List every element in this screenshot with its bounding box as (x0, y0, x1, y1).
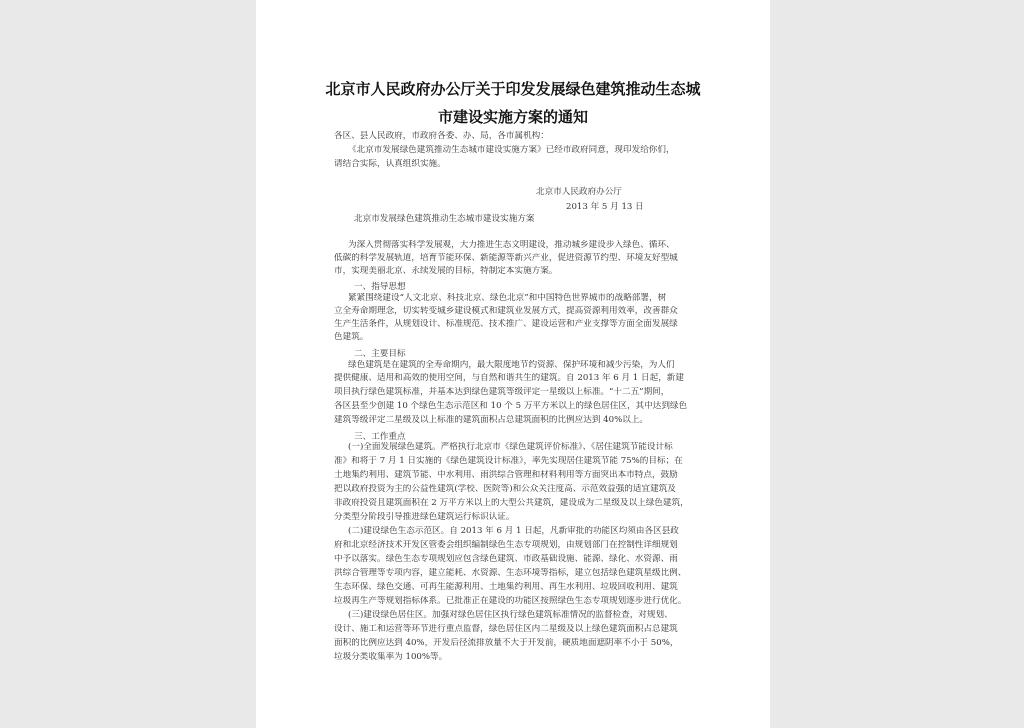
section-heading: 二、主要目标 (354, 349, 406, 359)
paragraph-line: 各区县至少创建 10 个绿色生态示范区和 10 个 5 万平方米以上的绿色居住区，其中达到绿色 (334, 401, 688, 411)
intro-line: 请结合实际，认真组织实施。 (334, 159, 446, 169)
paragraph-line: 低碳的科学发展轨道，培育节能环保、新能源等新兴产业，促进资源节约型、环境友好型城 (334, 253, 678, 263)
paragraph-line: 提供健康、适用和高效的使用空间，与自然和谐共生的建筑。自 2013 年 6 月 1 日起，新建 (334, 373, 684, 383)
paragraph-line: 紧紧围绕建设“人文北京、科技北京、绿色北京”和中国特色世界城市的战略部署，树 (348, 293, 667, 303)
intro-line: 《北京市发展绿色建筑推动生态城市建设实施方案》已经市政府同意，现印发给你们， (348, 145, 675, 155)
paragraph-line: 把以政府投资为主的公益性建筑(学校、医院等)和公众关注度高、示范效益强的适宜建筑及 (334, 484, 676, 494)
paragraph-line: 洪综合管理等专项内容，建立能耗、水资源、生态环境等指标，建立包括绿色建筑星级比例、 (334, 568, 687, 578)
paragraph-line: 立全寿命期理念，切实转变城乡建设模式和建筑业发展方式，提高资源利用效率，改善群众 (334, 306, 678, 316)
paragraph-line: 绿色建筑是在建筑的全寿命期内，最大限度地节约资源、保护环境和减少污染，为人们 (348, 360, 675, 370)
paragraph-line: 市，实现美丽北京、永续发展的目标，特制定本实施方案。 (334, 266, 558, 276)
signature-org: 北京市人民政府办公厅 (536, 187, 622, 197)
paragraph-line: 土地集约利用、建筑节能、中水利用、雨洪综合管理和材料利用等方面突出本市特点，鼓励 (334, 470, 678, 480)
paragraph-line: 色建筑。 (334, 332, 369, 342)
paragraph-line: 府和北京经济技术开发区管委会组织编制绿色生态专项规划，由规划部门在控制性详细规划 (334, 540, 678, 550)
paragraph-line: 生产生活条件，从规划设计、标准规范、技术推广、建设运营和产业支撑等方面全面发展绿 (334, 319, 678, 329)
section-heading: 一、指导思想 (354, 282, 406, 292)
document-title-line2: 市建设实施方案的通知 (437, 108, 588, 126)
paragraph-line: 垃圾再生产等规划指标体系。已批准正在建设的功能区按照绿色生态专项规划逐步进行优化。 (334, 596, 687, 606)
paragraph-line: (一)全面发展绿色建筑。严格执行北京市《绿色建筑评价标准》、《居住建筑节能设计标 (348, 442, 673, 452)
paragraph-line: 建筑等级评定二星级及以上标准的建筑面积占总建筑面积的比例应达到 40%以上。 (334, 415, 649, 425)
paragraph-line: 项目执行绿色建筑标准，并基本达到绿色建筑等级评定一星级以上标准。“十二五”期间， (334, 387, 670, 397)
paragraph-line: (三)建设绿色居住区。加强对绿色居住区执行绿色建筑标准情况的监督检查，对规划、 (348, 610, 673, 620)
paragraph-line: 生态环保、绿色交通、可再生能源利用、土地集约利用、再生水利用、垃圾回收利用、建筑 (334, 582, 678, 592)
section-heading: 三、工作重点 (354, 432, 406, 442)
paragraph-line: 为深入贯彻落实科学发展观，大力推进生态文明建设，推动城乡建设步入绿色、循环、 (348, 240, 675, 250)
paragraph-line: 分类型分阶段引导推进绿色建筑运行标识认证。 (334, 512, 515, 522)
paragraph-line: 准》和将于 7 月 1 日实施的《绿色建筑设计标准》，率先实现居住建筑节能 75%的目标；在 (334, 456, 683, 466)
paragraph-line: (二)建设绿色生态示范区。自 2013 年 6 月 1 日起，凡新审批的功能区均须由各区县政 (348, 526, 679, 536)
paragraph-line: 垃圾分类收集率为 100%等。 (334, 652, 448, 662)
paragraph-line: 非政府投资且建筑面积在 2 万平方米以上的大型公共建筑，建设成为二星级及以上绿色建筑， (334, 498, 689, 508)
paragraph-line: 面积的比例应达到 40%，开发后径流排放量不大于开发前，硬质地面遮阴率不小于 50%， (334, 638, 679, 648)
paragraph-line: 设计、施工和运营等环节进行重点监督，绿色居住区内二星级及以上绿色建筑面积占总建筑 (334, 624, 678, 634)
paragraph-line: 中予以落实。绿色生态专项规划应包含绿色建筑、市政基础设施、能源、绿化、水资源、雨 (334, 554, 678, 564)
document-title-line1: 北京市人民政府办公厅关于印发发展绿色建筑推动生态城 (325, 80, 701, 98)
signature-date: 2013 年 5 月 13 日 (566, 202, 644, 212)
salutation: 各区、县人民政府，市政府各委、办、局，各市属机构： (334, 131, 549, 141)
document-page (256, 0, 770, 728)
plan-subtitle: 北京市发展绿色建筑推动生态城市建设实施方案 (354, 214, 535, 224)
